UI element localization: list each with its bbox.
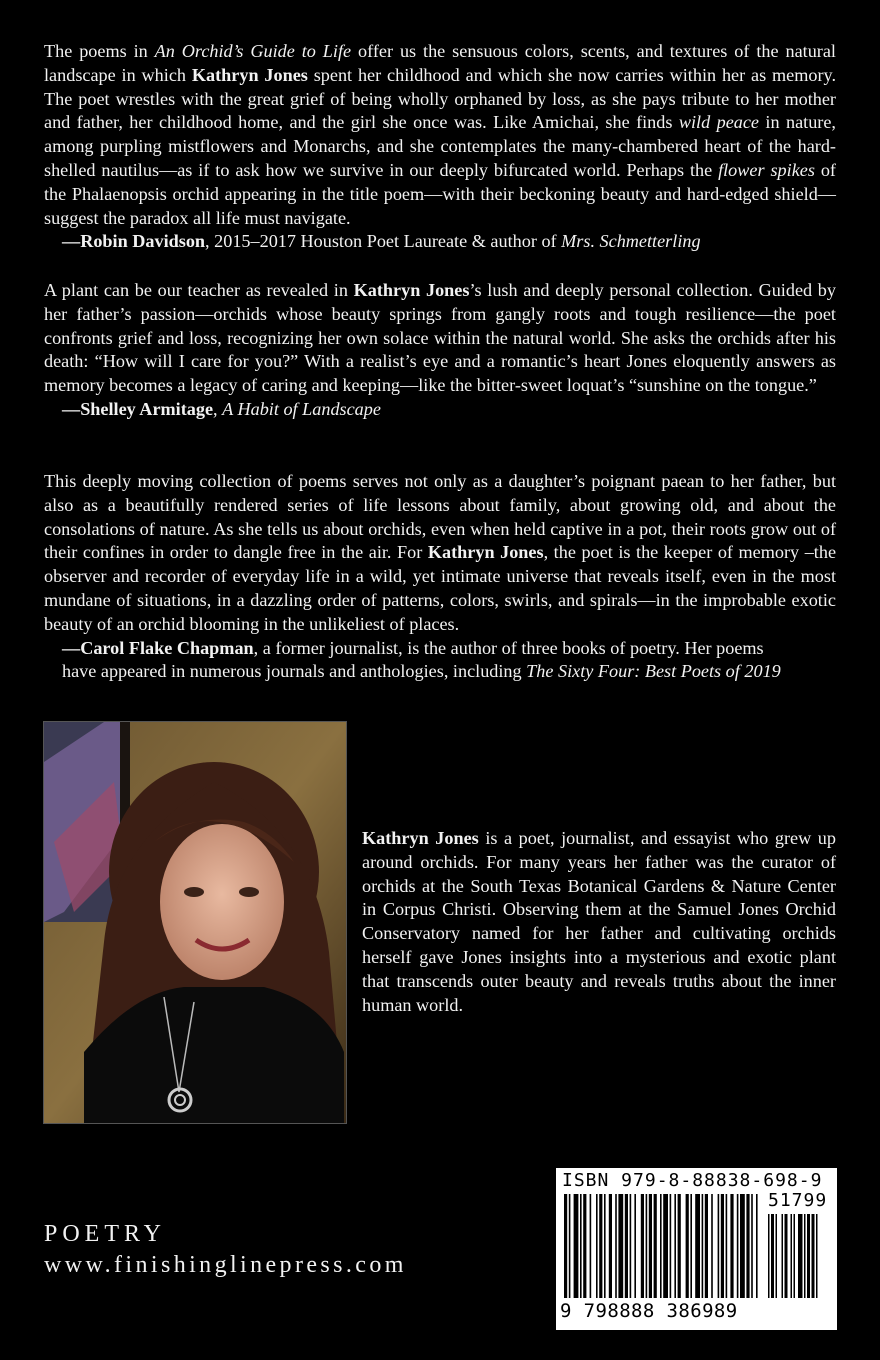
barcode-bar — [580, 1194, 582, 1298]
barcode-bar — [641, 1194, 644, 1298]
category-label: POETRY — [44, 1221, 167, 1247]
barcode-bar — [756, 1194, 758, 1298]
barcode-bar — [702, 1194, 704, 1298]
barcode-bar — [718, 1194, 720, 1298]
endorsement-davidson — [44, 40, 836, 254]
barcode-bar — [663, 1194, 668, 1298]
price-barcode-bar — [782, 1214, 784, 1298]
price-barcode-bar — [794, 1214, 796, 1298]
barcode-bar — [646, 1194, 648, 1298]
barcode-bar — [649, 1194, 652, 1298]
barcode-bar — [618, 1194, 623, 1298]
barcode-bar — [690, 1194, 692, 1298]
barcode-bar — [590, 1194, 592, 1298]
barcode-bar — [721, 1194, 724, 1298]
barcode-bar — [596, 1194, 598, 1298]
barcode-bar — [615, 1194, 617, 1298]
barcode-number: 9 798888 386989 — [560, 1300, 738, 1322]
barcode-bar — [705, 1194, 708, 1298]
barcode-bar — [726, 1194, 728, 1298]
price-barcode-bar — [816, 1214, 818, 1298]
barcode-bar — [670, 1194, 672, 1298]
isbn-label: ISBN 979-8-88838-698-9 — [562, 1170, 823, 1191]
author-bio: Kathryn Jones is a poet, journalist, and essayist who grew up around orchids. For many years her father was the curator of orchids at the South Texas Botanical Gardens & Nature Center in Corpus Christi. Observing them at the Samuel Jones Orchid Conservatory named for her father and cultivating orchids herself gave Jones insights into a mysterious and exotic plant that transcends outer beauty and reveals truths about the inner human world. — [362, 828, 836, 1015]
barcode-bar — [695, 1194, 700, 1298]
endorsement-armitage — [44, 279, 836, 422]
barcode-bar — [746, 1194, 749, 1298]
endorsement-text: A plant can be our teacher as revealed in Kathryn Jones’s lush and deeply personal collection. Guided by her father’s passion—orchids whose beauty springs from gangly roots and tough resilience—the poet confronts grief and loss, recognizing her own solace within the natural world. She asks the orchids after his death: “How will I care for you?” With a realist’s eye and a romantic’s heart Jones eloquently answers as memory becomes a legacy of caring and keeping—like the bitter-sweet loquat’s “sunshine on the tongue.” — [44, 280, 836, 396]
endorsement-chapman — [44, 470, 836, 684]
barcode-bar — [686, 1194, 689, 1298]
barcode-bar — [730, 1194, 733, 1298]
barcode-bar — [634, 1194, 636, 1298]
endorsement-attribution: —Shelley Armitage, A Habit of Landscape — [62, 398, 381, 419]
endorsement-attribution-cont: have appeared in numerous journals and anthologies, including The Sixty Four: Best Poets of 2019 — [62, 661, 781, 682]
isbn-barcode — [556, 1168, 837, 1330]
price-barcode-bar — [798, 1214, 803, 1298]
endorsement-attribution: —Robin Davidson, 2015–2017 Houston Poet Laureate & author of Mrs. Schmetterling — [62, 231, 701, 252]
barcode-bar — [660, 1194, 662, 1298]
barcode-bar — [599, 1194, 602, 1298]
barcode-bar — [740, 1194, 745, 1298]
price-barcode-bar — [812, 1214, 815, 1298]
endorsement-text: The poems in An Orchid’s Guide to Life offer us the sensuous colors, scents, and textures of the natural landscape in which Kathryn Jones spent her childhood and which she now carries within her as memory. The poet wrestles with the great grief of being wholly orphaned by loss, as she pays tribute to her mother and father, her childhood home, and the girl she once was. Like Amichai, she finds wild peace in nature, among purpling mistflowers and Monarchs, and she contemplates the many-chambered heart of the hard-shelled nautilus—as if to ask how we survive in our deeply bifurcated world. Perhaps the flower spikes of the Phalaenopsis orchid appearing in the title poem—with their beckoning beauty and hard-edged shield—suggest the paradox all life must navigate. — [44, 41, 836, 228]
barcode-bar — [604, 1194, 606, 1298]
barcode-bar — [654, 1194, 657, 1298]
endorsement-attribution: —Carol Flake Chapman, a former journalist, is the author of three books of poetry. Her poems — [62, 637, 764, 658]
endorsement-text: This deeply moving collection of poems serves not only as a daughter’s poignant paean to her father, but also as a beautifully rendered series of life lessons about family, about growing old, and about the consolations of nature. As she tells us about orchids, even when held captive in a pot, their roots grow out of their confines in order to dangle free in the air. For Kathryn Jones, the poet is the keeper of memory –the observer and recorder of everyday life in a wild, yet intimate universe that reveals itself, even in the most mundane of situations, in a dazzling order of patterns, colors, swirls, and spirals—in the improbable exotic beauty of an orchid blooming in the unlikeliest of places. — [44, 471, 837, 634]
price-code: 51799 — [768, 1190, 828, 1211]
price-barcode-bar — [804, 1214, 806, 1298]
price-barcode-bar — [791, 1214, 793, 1298]
barcode-bar — [625, 1194, 628, 1298]
barcode-bar — [751, 1194, 753, 1298]
publisher-url: www.finishinglinepress.com — [44, 1252, 407, 1278]
price-barcode-bar — [807, 1214, 810, 1298]
barcode-bar — [609, 1194, 612, 1298]
barcode-bar — [737, 1194, 739, 1298]
price-barcode-bar — [771, 1214, 774, 1298]
barcode-bar — [630, 1194, 632, 1298]
barcode-bar — [711, 1194, 713, 1298]
barcode-bar — [564, 1194, 567, 1298]
price-barcode-bar — [785, 1214, 788, 1298]
price-barcode-bar — [776, 1214, 778, 1298]
barcode-bar — [583, 1194, 586, 1298]
barcode-bar — [678, 1194, 681, 1298]
barcode-bar — [674, 1194, 676, 1298]
barcode-bar — [574, 1194, 579, 1298]
author-portrait-illustration — [44, 722, 346, 1123]
barcode-bar — [569, 1194, 571, 1298]
price-barcode-bar — [768, 1214, 770, 1298]
author-photo — [43, 721, 347, 1124]
